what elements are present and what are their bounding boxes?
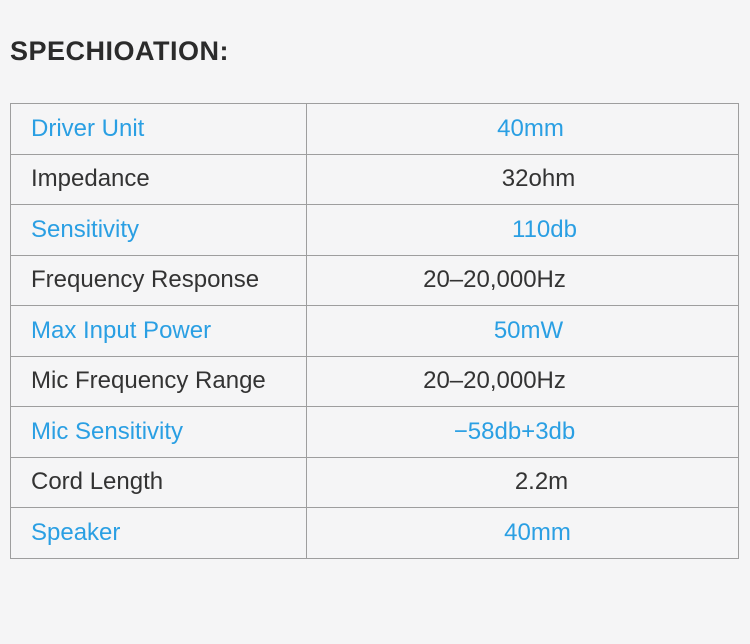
spec-label: Driver Unit xyxy=(11,104,307,155)
spec-value xyxy=(307,457,739,508)
spec-value xyxy=(307,154,739,205)
spec-value xyxy=(307,356,739,407)
spec-label: Speaker xyxy=(11,508,307,559)
spec-value-text: 40mm xyxy=(504,518,571,546)
table-row xyxy=(11,255,739,306)
spec-value xyxy=(307,508,739,559)
table-row xyxy=(11,104,739,155)
spec-value xyxy=(307,104,739,155)
spec-value xyxy=(307,205,739,256)
table-row xyxy=(11,407,739,458)
spec-value-text: 20–20,000Hz xyxy=(423,266,566,294)
spec-value-text: 20–20,000Hz xyxy=(423,367,566,395)
spec-label: Sensitivity xyxy=(11,205,307,256)
spec-value-text: 2.2m xyxy=(514,468,569,496)
spec-label: Impedance xyxy=(11,154,307,205)
table-row xyxy=(11,508,739,559)
spec-value-text: −58db+3db xyxy=(453,417,576,445)
spec-label: Cord Length xyxy=(11,457,307,508)
spec-value-text: 50mW xyxy=(493,316,564,344)
spec-label: Max Input Power xyxy=(11,306,307,357)
table-row xyxy=(11,356,739,407)
spec-value-text: 32ohm xyxy=(501,165,576,193)
spec-label: Mic Frequency Range xyxy=(11,356,307,407)
table-row xyxy=(11,306,739,357)
spec-value-text: 40mm xyxy=(497,114,564,142)
spec-value xyxy=(307,255,739,306)
table-row xyxy=(11,457,739,508)
spec-value xyxy=(307,407,739,458)
spec-label: Frequency Response xyxy=(11,255,307,306)
spec-label: Mic Sensitivity xyxy=(11,407,307,458)
spec-table xyxy=(10,103,739,559)
spec-value-text: 110db xyxy=(512,215,577,243)
page-title: SPECHIOATION: xyxy=(10,36,230,66)
spec-value xyxy=(307,306,739,357)
table-row xyxy=(11,205,739,256)
table-row xyxy=(11,154,739,205)
